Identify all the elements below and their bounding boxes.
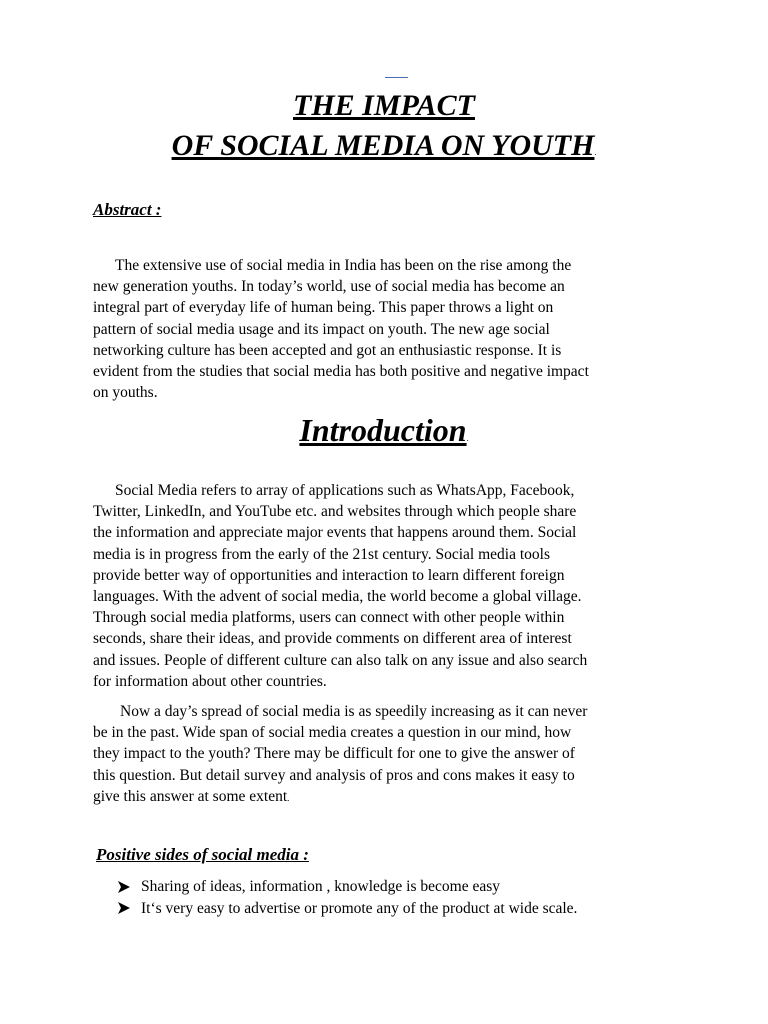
intro-line: Twitter, LinkedIn, and YouTube etc. and websites through which people share xyxy=(93,503,577,521)
intro-line: this question. But detail survey and analysis of pros and cons makes it easy to xyxy=(93,766,575,784)
intro-line: media is in progress from the early of the 21st century. Social media tools xyxy=(93,545,550,563)
intro-line: they impact to the youth? There may be difficult for one to give the answer of xyxy=(93,745,575,763)
abstract-line: pattern of social media usage and its impact on youth. The new age social xyxy=(93,320,550,338)
abstract-line: networking culture has been accepted and got an enthusiastic response. It is xyxy=(93,341,562,359)
intro-line: the information and appreciate major events that happens around them. Social xyxy=(93,524,577,542)
list-item xyxy=(117,876,577,898)
title-trailing-mark: . xyxy=(594,148,597,157)
positive-sides-heading: Positive sides of social media : xyxy=(96,845,309,864)
abstract-line: The extensive use of social media in India has been on the rise among the xyxy=(115,257,572,274)
introduction-heading xyxy=(0,412,768,449)
abstract-line: evident from the studies that social media has both positive and negative impact xyxy=(93,363,589,381)
intro-line: for information about other countries. xyxy=(93,672,327,690)
abstract-heading: Abstract : xyxy=(93,200,162,219)
introduction-paragraph-2 xyxy=(93,701,683,809)
abstract-paragraph xyxy=(93,255,683,403)
header-rule xyxy=(385,77,408,78)
list-item-text: It‘s very easy to advertise or promote any of the product at wide scale. xyxy=(141,899,578,917)
intro-line: languages. With the advent of social media, the world become a global village. xyxy=(93,588,582,606)
list-item-text: Sharing of ideas, information , knowledge is become easy xyxy=(141,878,500,895)
intro-line: and issues. People of different culture can also talk on any issue and also search xyxy=(93,651,588,669)
introduction-trailing-mark: . xyxy=(466,434,469,443)
intro-line: be in the past. Wide span of social media creates a question in our mind, how xyxy=(93,724,572,742)
abstract-line: new generation youths. In today’s world, use of social media has become an xyxy=(93,278,565,296)
abstract-line: integral part of everyday life of human being. This paper throws a light on xyxy=(93,299,554,317)
introduction-heading-text: Introduction xyxy=(299,412,467,448)
document-title-text: OF SOCIAL MEDIA ON YOUTH xyxy=(171,129,595,162)
paragraph-trailing-mark: . xyxy=(287,792,290,803)
document-title-line-1: THE IMPACT xyxy=(293,89,475,122)
intro-line: Social Media refers to array of applications such as WhatsApp, Facebook, xyxy=(115,482,575,499)
intro-line: Through social media platforms, users can connect with other people within xyxy=(93,609,565,627)
intro-line: provide better way of opportunities and interaction to learn different foreign xyxy=(93,566,565,584)
list-item xyxy=(117,898,577,920)
intro-line: Now a day’s spread of social media is as speedily increasing as it can never xyxy=(120,703,588,720)
arrowhead-bullet-icon xyxy=(117,881,131,893)
intro-line-last xyxy=(93,786,683,809)
document-title-line-2 xyxy=(0,128,768,171)
abstract-line: on youths. xyxy=(93,384,158,402)
intro-line-text: give this answer at some extent xyxy=(93,787,288,805)
arrowhead-bullet-icon xyxy=(117,902,131,914)
positive-sides-list xyxy=(117,876,577,919)
introduction-paragraph-1 xyxy=(93,480,683,692)
intro-line: seconds, share their ideas, and provide comments on different area of interest xyxy=(93,630,572,648)
